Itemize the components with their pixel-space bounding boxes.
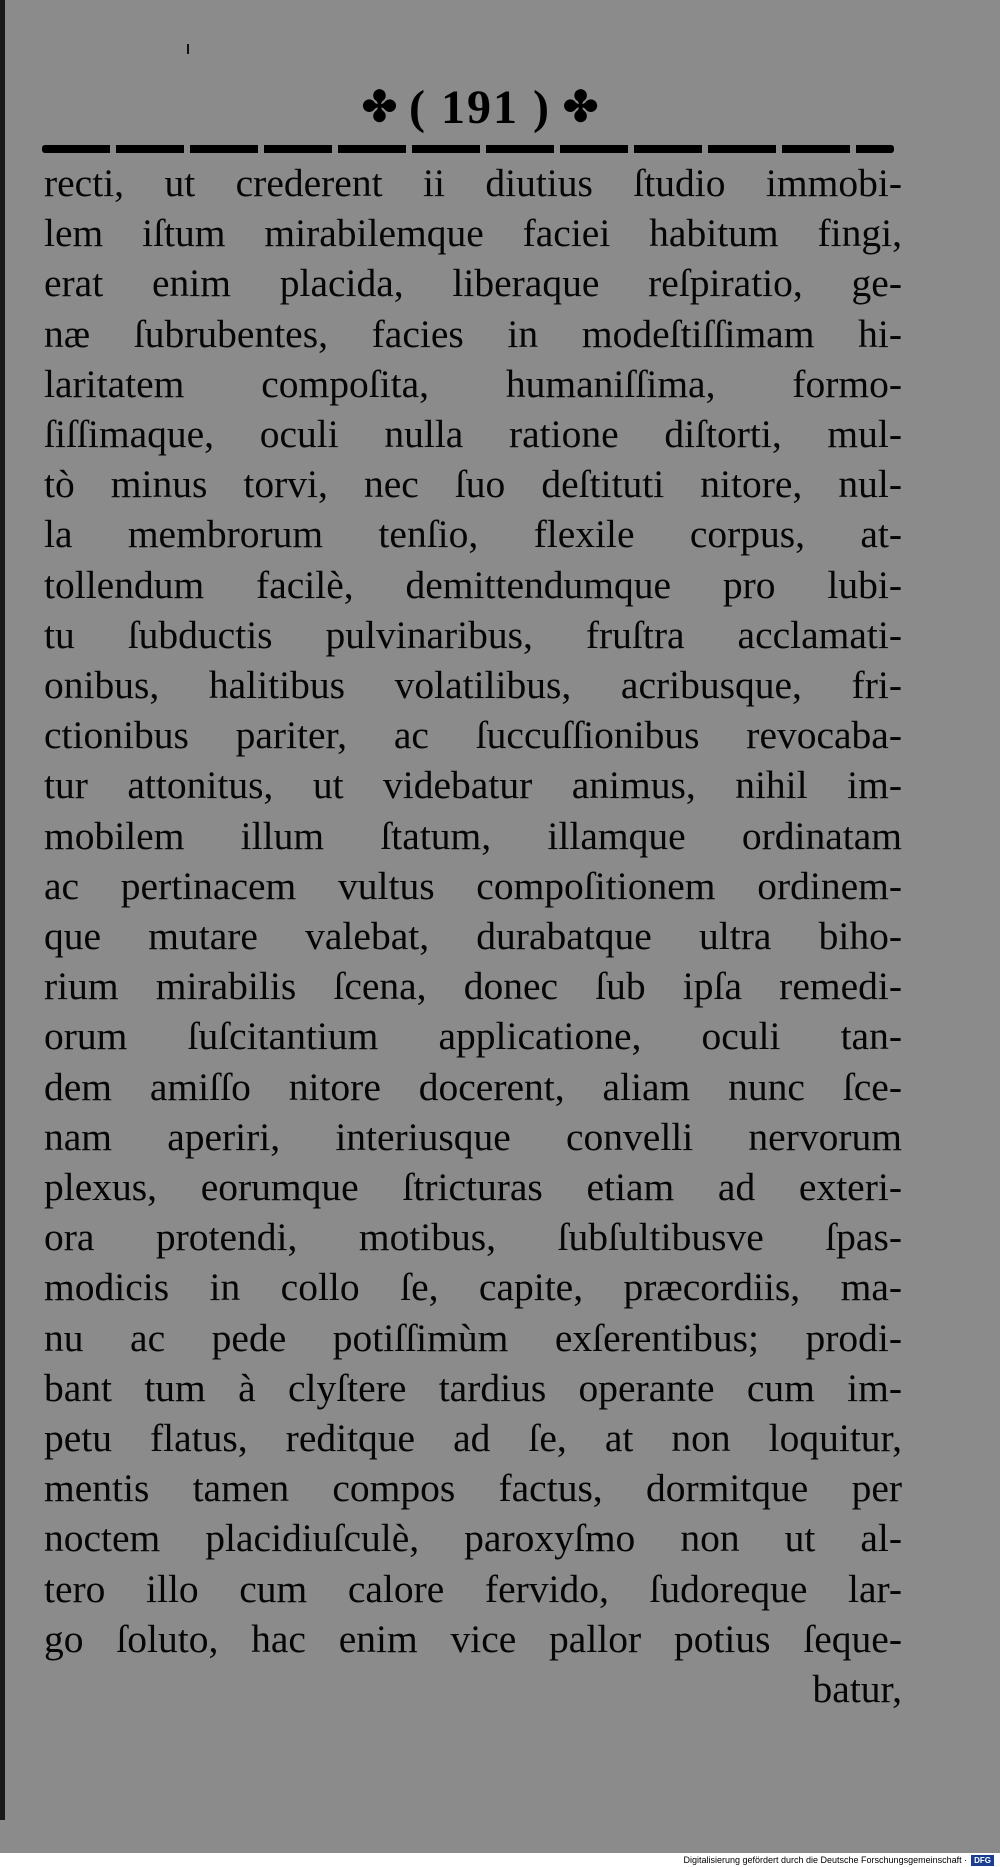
text-line: laritatem compoſita, humaniſſima, formo- <box>44 361 902 406</box>
text-line: petu flatus, reditque ad ſe, at non loquitur, <box>44 1416 902 1461</box>
dfg-logo-icon: DFG <box>971 1855 994 1866</box>
text-line: ac pertinacem vultus compoſitionem ordinem- <box>44 863 902 908</box>
ornament-right-icon: ✤ <box>562 82 599 131</box>
text-line: onibus, halitibus volatilibus, acribusque, fri- <box>44 663 902 708</box>
page-header <box>300 72 660 142</box>
header-rule <box>42 145 894 153</box>
text-line: go ſoluto, hac enim vice pallor potius ſeque- <box>44 1616 902 1661</box>
text-line: nu ac pede potiſſimùm exſerentibus; prodi- <box>44 1315 902 1360</box>
text-line: ctionibus pariter, ac ſuccuſſionibus revocaba- <box>44 713 902 758</box>
ornament-left-icon: ✤ <box>361 82 398 131</box>
text-line: erat enim placida, liberaque reſpiratio, ge- <box>44 261 902 306</box>
text-line: nam aperiri, interiusque convelli nervorum <box>44 1114 902 1159</box>
text-line: recti, ut crederent ii diutius ſtudio immobi- <box>44 161 902 205</box>
body-text <box>44 158 902 1714</box>
text-line: tò minus torvi, nec ſuo deſtituti nitore, nul- <box>44 462 902 507</box>
text-line: lem iſtum mirabilemque faciei habitum fingi, <box>44 211 902 256</box>
text-line: la membrorum tenſio, flexile corpus, at- <box>44 512 902 557</box>
text-line: tollendum facilè, demittendumque pro lubi- <box>44 562 902 607</box>
text-line: bant tum à clyſtere tardius operante cum im- <box>44 1365 902 1410</box>
text-line: noctem placidiuſculè, paroxyſmo non ut al- <box>44 1516 902 1561</box>
text-line: batur, <box>812 1667 902 1712</box>
text-line: que mutare valebat, durabatque ultra biho- <box>44 914 902 959</box>
text-line: rium mirabilis ſcena, donec ſub ipſa remedi- <box>44 964 902 1009</box>
text-line: tero illo cum calore fervido, ſudoreque lar- <box>44 1566 902 1611</box>
stray-ink-mark <box>187 44 189 54</box>
text-line: orum ſuſcitantium applicatione, oculi tan- <box>44 1014 902 1059</box>
page-left-edge <box>0 0 5 1820</box>
text-line: modicis in collo ſe, capite, præcordiis, ma- <box>44 1265 902 1310</box>
text-line: næ ſubrubentes, facies in modeſtiſſimam hi- <box>44 311 902 356</box>
text-line: tu ſubductis pulvinaribus, fruſtra acclamati- <box>44 612 902 657</box>
footer-bar <box>0 1853 1000 1867</box>
text-line: tur attonitus, ut videbatur animus, nihil im- <box>44 763 902 808</box>
text-line: ſiſſimaque, oculi nulla ratione diſtorti, mul- <box>44 412 902 457</box>
text-line: mobilem illum ſtatum, illamque ordinatam <box>44 813 902 858</box>
text-line: dem amiſſo nitore docerent, aliam nunc ſce- <box>44 1064 902 1109</box>
footer-credit: Digitalisierung gefördert durch die Deutsche Forschungsgemeinschaft · <box>683 1855 968 1865</box>
text-line: ora protendi, motibus, ſubſultibusve ſpas- <box>44 1215 902 1260</box>
text-line: plexus, eorumque ſtricturas etiam ad exteri- <box>44 1165 902 1210</box>
page-number: ( 191 ) <box>409 80 551 134</box>
text-line: mentis tamen compos factus, dormitque per <box>44 1466 902 1511</box>
